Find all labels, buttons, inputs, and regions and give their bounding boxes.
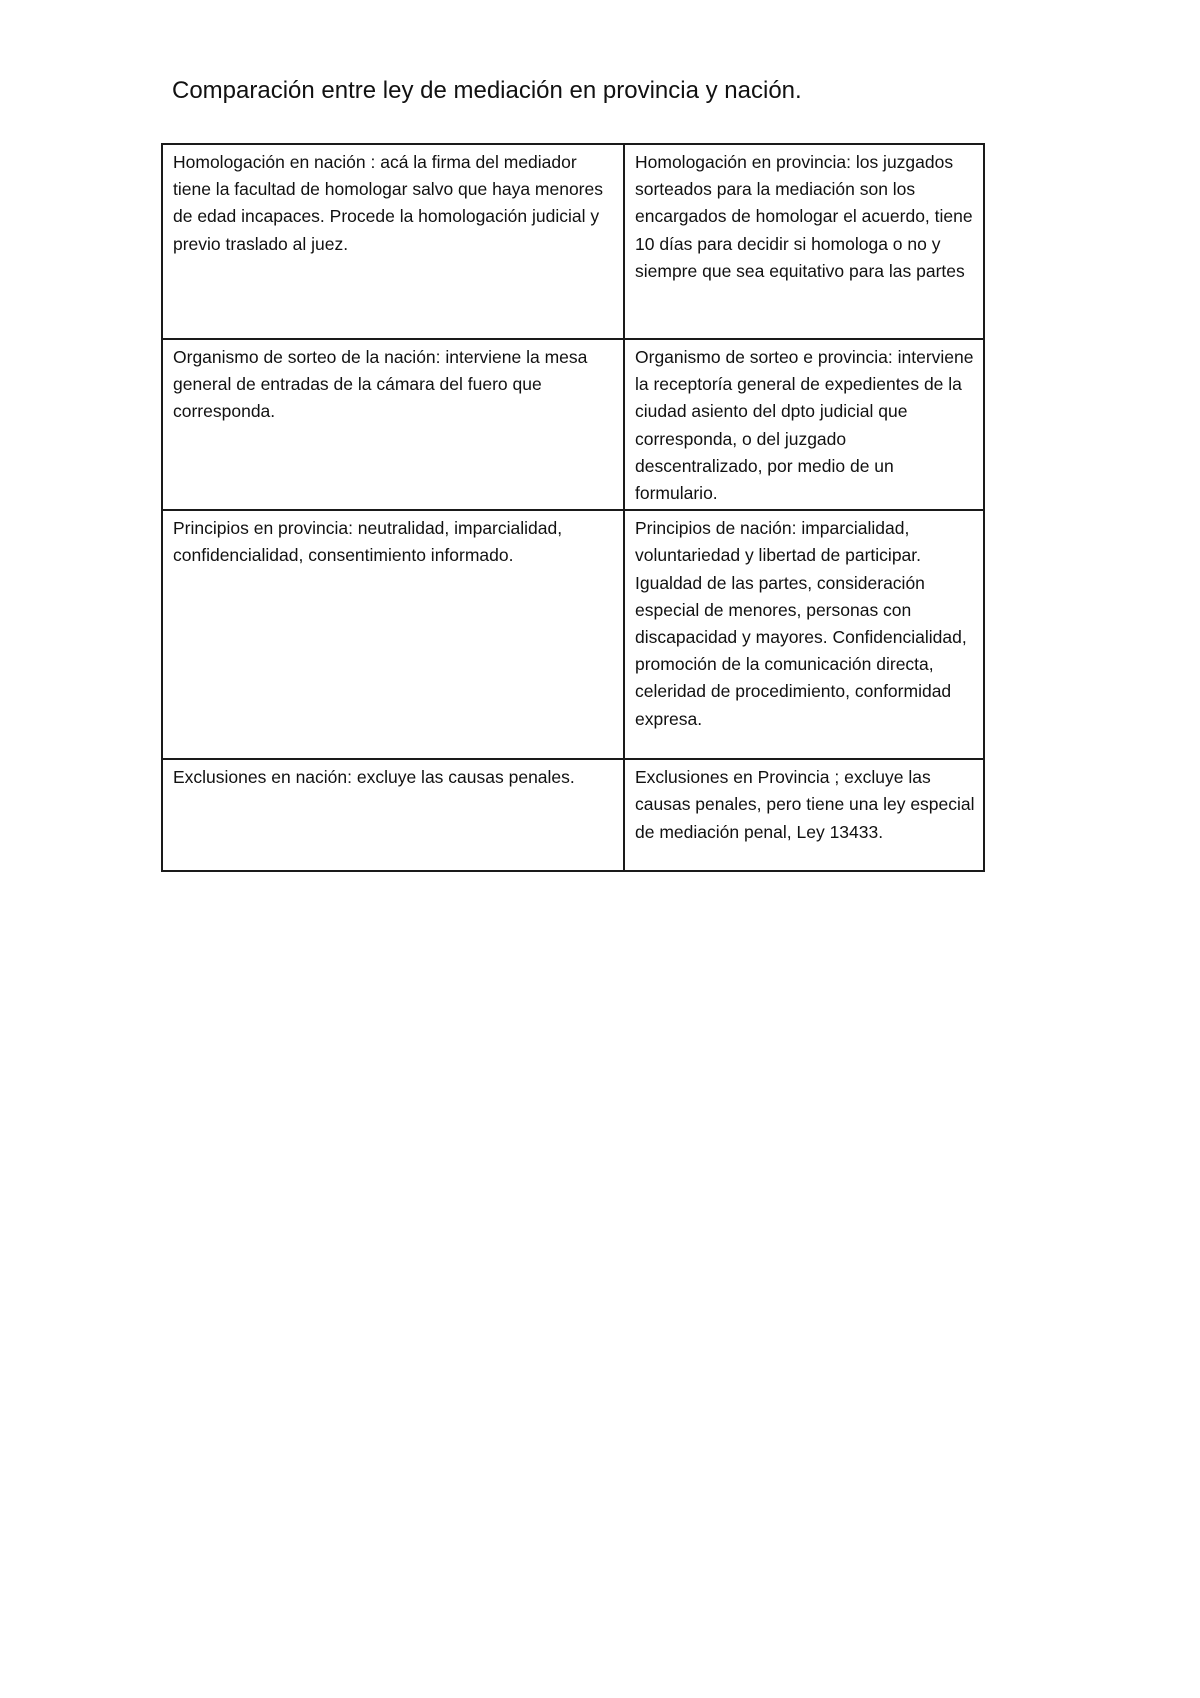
- table-cell-principios-nacion: Principios de nación: imparcialidad, voluntariedad y libertad de participar. Igualdad de las partes, consideración especial de menores, personas con discapacidad y mayores. Confidencialidad, promoción de la comunicación directa, celeridad de procedimiento, conformidad expresa.: [624, 510, 984, 759]
- table-cell-exclusiones-provincia: Exclusiones en Provincia ; excluye las causas penales, pero tiene una ley especial de mediación penal, Ley 13433.: [624, 759, 984, 871]
- table-cell-sorteo-provincia: Organismo de sorteo e provincia: interviene la receptoría general de expedientes de la ciudad asiento del dpto judicial que corresponda, o del juzgado descentralizado, por medio de un formulario.: [624, 339, 984, 510]
- table-row: [162, 510, 984, 759]
- table-cell-exclusiones-nacion: Exclusiones en nación: excluye las causas penales.: [162, 759, 624, 871]
- table-cell-homologacion-nacion: Homologación en nación : acá la firma del mediador tiene la facultad de homologar salvo que haya menores de edad incapaces. Procede la homologación judicial y previo traslado al juez.: [162, 144, 624, 339]
- table-row: [162, 759, 984, 871]
- table-cell-homologacion-provincia: Homologación en provincia: los juzgados sorteados para la mediación son los encargados de homologar el acuerdo, tiene 10 días para decidir si homologa o no y siempre que sea equitativo para las partes: [624, 144, 984, 339]
- table-cell-principios-provincia: Principios en provincia: neutralidad, imparcialidad, confidencialidad, consentimiento informado.: [162, 510, 624, 759]
- table-cell-sorteo-nacion: Organismo de sorteo de la nación: interviene la mesa general de entradas de la cámara del fuero que corresponda.: [162, 339, 624, 510]
- table-row: [162, 144, 984, 339]
- page-title: Comparación entre ley de mediación en provincia y nación.: [172, 77, 802, 104]
- comparison-table: [161, 143, 985, 872]
- table-row: [162, 339, 984, 510]
